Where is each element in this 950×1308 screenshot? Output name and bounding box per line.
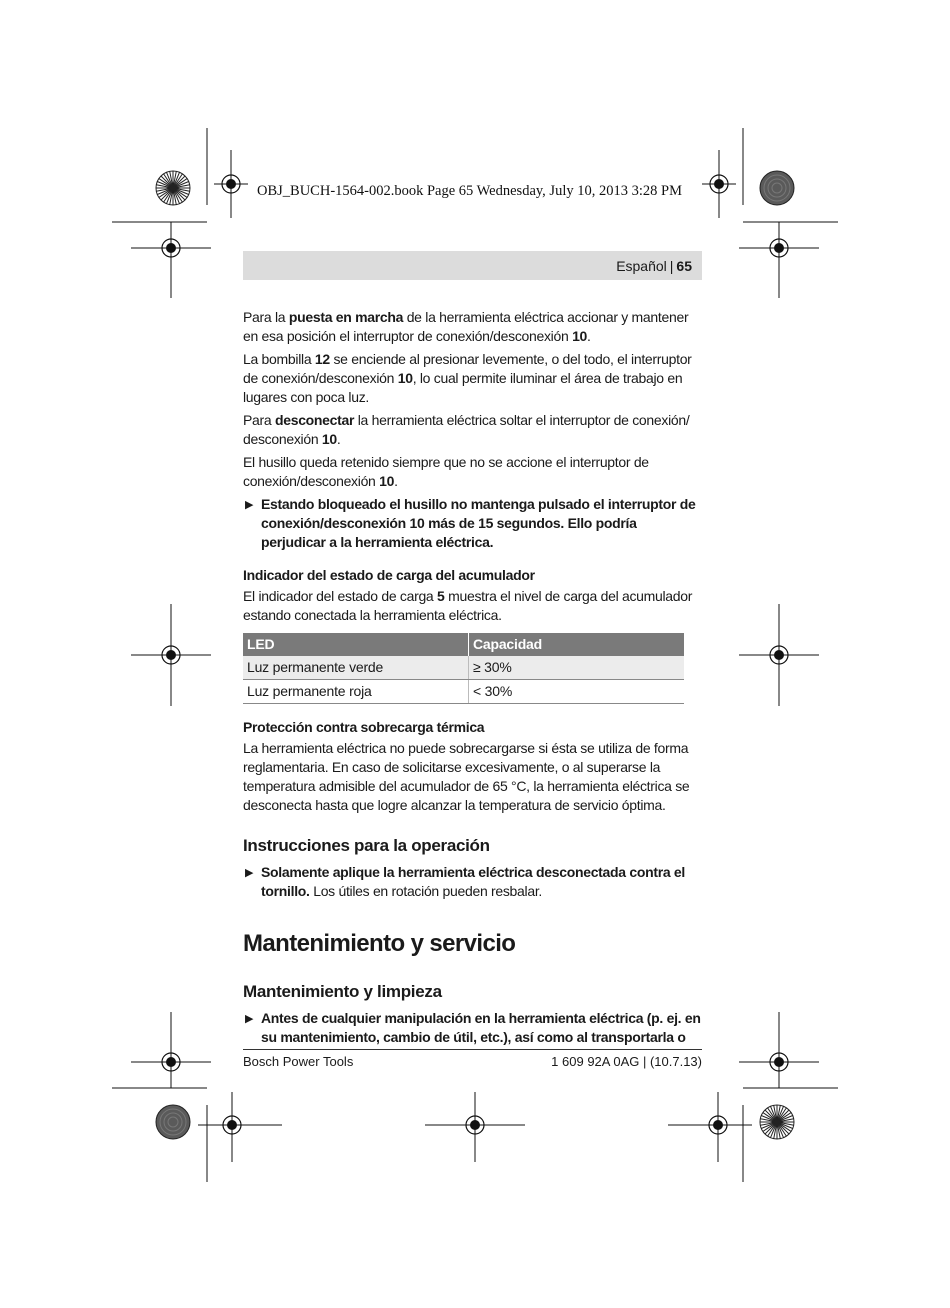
triangle-right-icon: ▶ <box>245 499 254 511</box>
bullet-normal-text: Los útiles en rotación pueden resbalar. <box>309 883 543 899</box>
text-bold: 10 <box>379 473 395 489</box>
text-run: Para <box>243 412 275 428</box>
text-bold: 10 <box>572 328 588 344</box>
heading-maintenance-cleaning: Mantenimiento y limpieza <box>243 982 442 1001</box>
table-row <box>243 656 684 680</box>
heading-operation: Instrucciones para la operación <box>243 836 490 855</box>
table-cell: < 30% <box>469 680 685 704</box>
text-run: , lo cual permite iluminar el área de trabajo en lugares con poca luz. <box>243 370 683 405</box>
bullet-operation <box>243 863 703 901</box>
table-cell: ≥ 30% <box>469 656 685 680</box>
chapter-title-maintenance: Mantenimiento y servicio <box>243 930 516 957</box>
table-header-row <box>243 633 684 656</box>
footer-publisher: Bosch Power Tools <box>243 1054 354 1069</box>
bullet-maintenance <box>243 1009 703 1047</box>
text-run: muestra el nivel de carga del acumulador estando conectada la herramienta eléctrica. <box>243 588 693 623</box>
starburst-icon <box>760 1105 794 1139</box>
table-cell: Luz permanente verde <box>243 656 469 680</box>
text-run: El husillo queda retenido siempre que no se accione el interruptor de conexión/desconexión <box>243 454 649 489</box>
page-number: 65 <box>676 257 692 274</box>
paragraph-spindle <box>243 453 703 491</box>
warning-spindle-locked <box>243 495 703 552</box>
starburst-icon <box>156 171 190 205</box>
text-run: . <box>394 473 398 489</box>
header-language: Español <box>616 257 667 274</box>
footer-doc-code: 1 609 92A 0AG | (10.7.13) <box>551 1054 702 1069</box>
text-run: La bombilla <box>243 351 315 367</box>
warning-text: Estando bloqueado el husillo no mantenga pulsado el interruptor de conexión/desconexión 10 más de 15 segundos. Ello podría perjudicar a la herramienta eléctrica. <box>261 496 696 550</box>
text-run: de la herramienta eléctrica accionar y mantener en esa posición el interruptor de conexión/desconexión <box>243 309 689 344</box>
page-header <box>243 251 702 280</box>
text-bold: 5 <box>437 588 445 604</box>
paragraph-stop <box>243 411 703 449</box>
table-row <box>243 680 684 704</box>
text-run: se enciende al presionar levemente, o del todo, el interruptor de conexión/desconexión <box>243 351 692 386</box>
table-header-capacity: Capacidad <box>469 633 685 656</box>
paragraph-start <box>243 308 703 346</box>
text-run: El indicador del estado de carga <box>243 588 438 604</box>
paragraph-bulb <box>243 350 703 407</box>
paragraph-battery-indicator <box>243 587 703 625</box>
triangle-right-icon: ▶ <box>245 867 254 879</box>
text-run: . <box>336 431 341 447</box>
gray-target-icon <box>156 1105 190 1139</box>
text-bold: desconectar <box>274 412 355 428</box>
table-header-led: LED <box>243 633 469 656</box>
heading-battery-indicator: Indicador del estado de carga del acumulador <box>243 567 535 583</box>
text-run: la herramienta eléctrica soltar el interruptor de conexión/ desconexión <box>243 412 690 447</box>
paragraph-thermal: La herramienta eléctrica no puede sobrecargarse si ésta se utiliza de forma reglamentaria. En caso de solicitarse excesivamente, o al superarse la temperatura admisible del acumulador de 65 °C, la herramienta eléctrica se desconecta hasta que logre alcanzar la temperatura de servicio óptima. <box>243 740 690 813</box>
text-bold: 12 <box>314 351 330 367</box>
table-cell: Luz permanente roja <box>243 680 469 704</box>
text-bold: 10 <box>397 370 413 386</box>
gray-target-icon <box>760 171 794 205</box>
triangle-right-icon: ▶ <box>245 1013 254 1025</box>
text-bold: puesta en marcha <box>288 309 404 325</box>
page-content <box>243 308 703 1056</box>
bullet-bold-text: Solamente aplique la herramienta eléctrica desconectada contra el tornillo. <box>261 864 686 899</box>
heading-thermal-protection: Protección contra sobrecarga térmica <box>243 719 485 735</box>
text-bold: 10 <box>321 431 337 447</box>
led-capacity-table <box>243 633 684 704</box>
bullet-bold-text: Antes de cualquier manipulación en la herramienta eléctrica (p. ej. en su mantenimiento, cambio de útil, etc.), así como al transportarla o <box>261 1010 701 1045</box>
text-run: . <box>587 328 591 344</box>
header-separator: | <box>669 257 674 274</box>
footer-rule <box>243 1049 702 1050</box>
text-run: Para la <box>243 309 289 325</box>
file-slug-line: OBJ_BUCH-1564-002.book Page 65 Wednesday, July 10, 2013 3:28 PM <box>257 183 682 199</box>
